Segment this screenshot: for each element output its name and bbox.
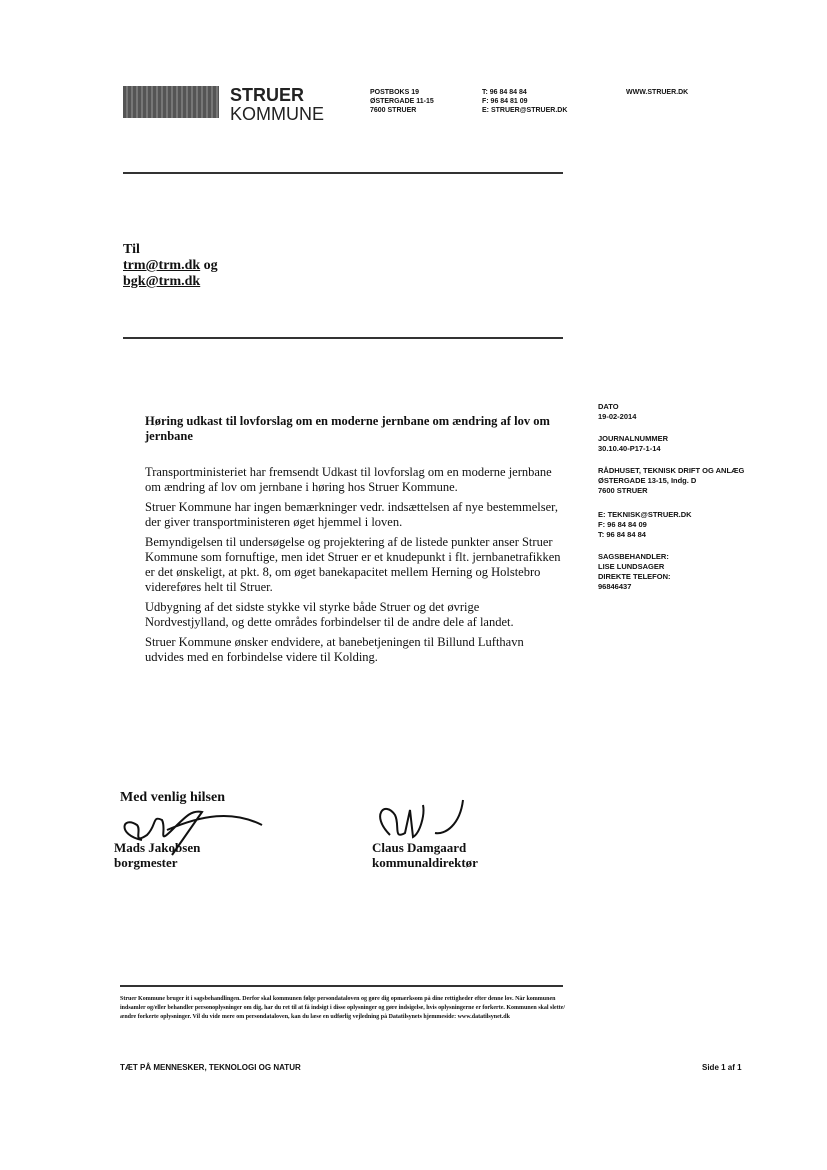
phone-label: DIREKTE TELEFON: <box>598 572 671 581</box>
address-line: 7600 STRUER <box>370 107 417 114</box>
privacy-note: Struer Kommune bruger it i sagsbehandlingen. Derfor skal kommunen følge persondataloven og gøre dig opmærksom på dine rettigheder efter denne lov. Når kommunen indsamler og/eller behandler personoplysninger om dig, har du ret til at få indsigt i disse oplysninger og gøre indsigelse, hvis oplysningerne er forkerte. Kommunen skal slette/ændre forkerte oplysninger. Vil du vide mere om persondataloven, kan du læse en udførlig vejledning på Datatilsynets hjemmeside: www.datatilsynet.dk <box>120 996 566 1020</box>
divider <box>123 337 563 339</box>
date-value: 19-02-2014 <box>598 412 637 421</box>
phone-value: 96846437 <box>598 582 632 591</box>
logo-line2: KOMMUNE <box>230 104 324 124</box>
address-block <box>370 88 434 115</box>
dept-contact-line: T: 96 84 84 84 <box>598 530 646 539</box>
divider <box>120 985 563 987</box>
dept-contact-line: E: TEKNISK@STRUER.DK <box>598 510 692 519</box>
handler-value: LISE LUNDSAGER <box>598 562 665 571</box>
journal-value: 30.10.40-P17-1-14 <box>598 444 661 453</box>
signer-title: kommunaldirektør <box>372 855 478 870</box>
paragraph: Struer Kommune har ingen bemærkninger vedr. indsættelsen af nye bestemmelser, der giver transportministeren øget hjemmel i loven. <box>145 500 558 529</box>
signer-name: Mads Jakobsen <box>114 840 201 855</box>
email-link-trm[interactable]: trm@trm.dk <box>123 258 201 273</box>
dept-line: 7600 STRUER <box>598 486 648 495</box>
contact-block <box>482 88 567 115</box>
paragraph: Bemyndigelsen til undersøgelse og projektering af de listede punkter anser Struer Kommune som fornuftige, men idet Struer er et knudepunkt i flt. jernbanetrafikken er det ønskeligt, at pkt. 8, om øget banekapacitet mellem Herning og Holstebro videreføres helt til Struer. <box>145 535 561 594</box>
signer-title: borgmester <box>114 855 178 870</box>
recipient <box>123 242 218 290</box>
logo <box>230 86 324 124</box>
closing: Med venlig hilsen <box>120 790 226 805</box>
email-link-bgk[interactable]: bgk@trm.dk <box>123 274 201 289</box>
letter-subject: Høring udkast til lovforslag om en moderne jernbane om ændring af lov om jernbane <box>145 414 550 443</box>
divider <box>123 172 563 174</box>
recipient-og: og <box>203 258 218 273</box>
paragraph: Udbygning af det sidste stykke vil styrke både Struer og det øvrige Nordvestjylland, og dette områdes forbindelser til de andre dele af landet. <box>145 600 514 629</box>
journal-label: JOURNALNUMMER <box>598 434 668 443</box>
paragraph: Transportministeriet har fremsendt Udkast til lovforslag om en moderne jernbane om ændring af lov om jernbane i høring hos Struer Kommune. <box>145 465 552 494</box>
paragraph: Struer Kommune ønsker endvidere, at banebetjeningen til Billund Lufthavn udvides med en forbindelse videre til Kolding. <box>145 635 524 664</box>
contact-line: T: 96 84 84 84 <box>482 89 527 96</box>
signer-name: Claus Damgaard <box>372 840 467 855</box>
signer-mads <box>114 840 200 870</box>
tagline: TÆT PÅ MENNESKER, TEKNOLOGI OG NATUR <box>120 1063 301 1072</box>
date-label: DATO <box>598 402 619 411</box>
dept-line: RÅDHUSET, TEKNISK DRIFT OG ANLÆG <box>598 466 745 475</box>
contact-line: F: 96 84 81 09 <box>482 98 528 105</box>
address-line: POSTBOKS 19 <box>370 89 420 96</box>
contact-line: E: STRUER@STRUER.DK <box>482 107 568 114</box>
letter-body <box>145 465 563 670</box>
page-number: Side 1 af 1 <box>702 1063 742 1072</box>
signer-claus <box>372 840 478 870</box>
recipient-label: Til <box>123 242 140 257</box>
handler-label: SAGSBEHANDLER: <box>598 552 669 561</box>
logo-graphic <box>123 86 219 118</box>
website: WWW.STRUER.DK <box>626 89 689 96</box>
address-line: ØSTERGADE 11-15 <box>370 98 434 105</box>
dept-contact-line: F: 96 84 84 09 <box>598 520 647 529</box>
dept-line: ØSTERGADE 13-15, Indg. D <box>598 476 697 485</box>
logo-line1: STRUER <box>230 85 305 105</box>
case-info <box>598 402 788 602</box>
